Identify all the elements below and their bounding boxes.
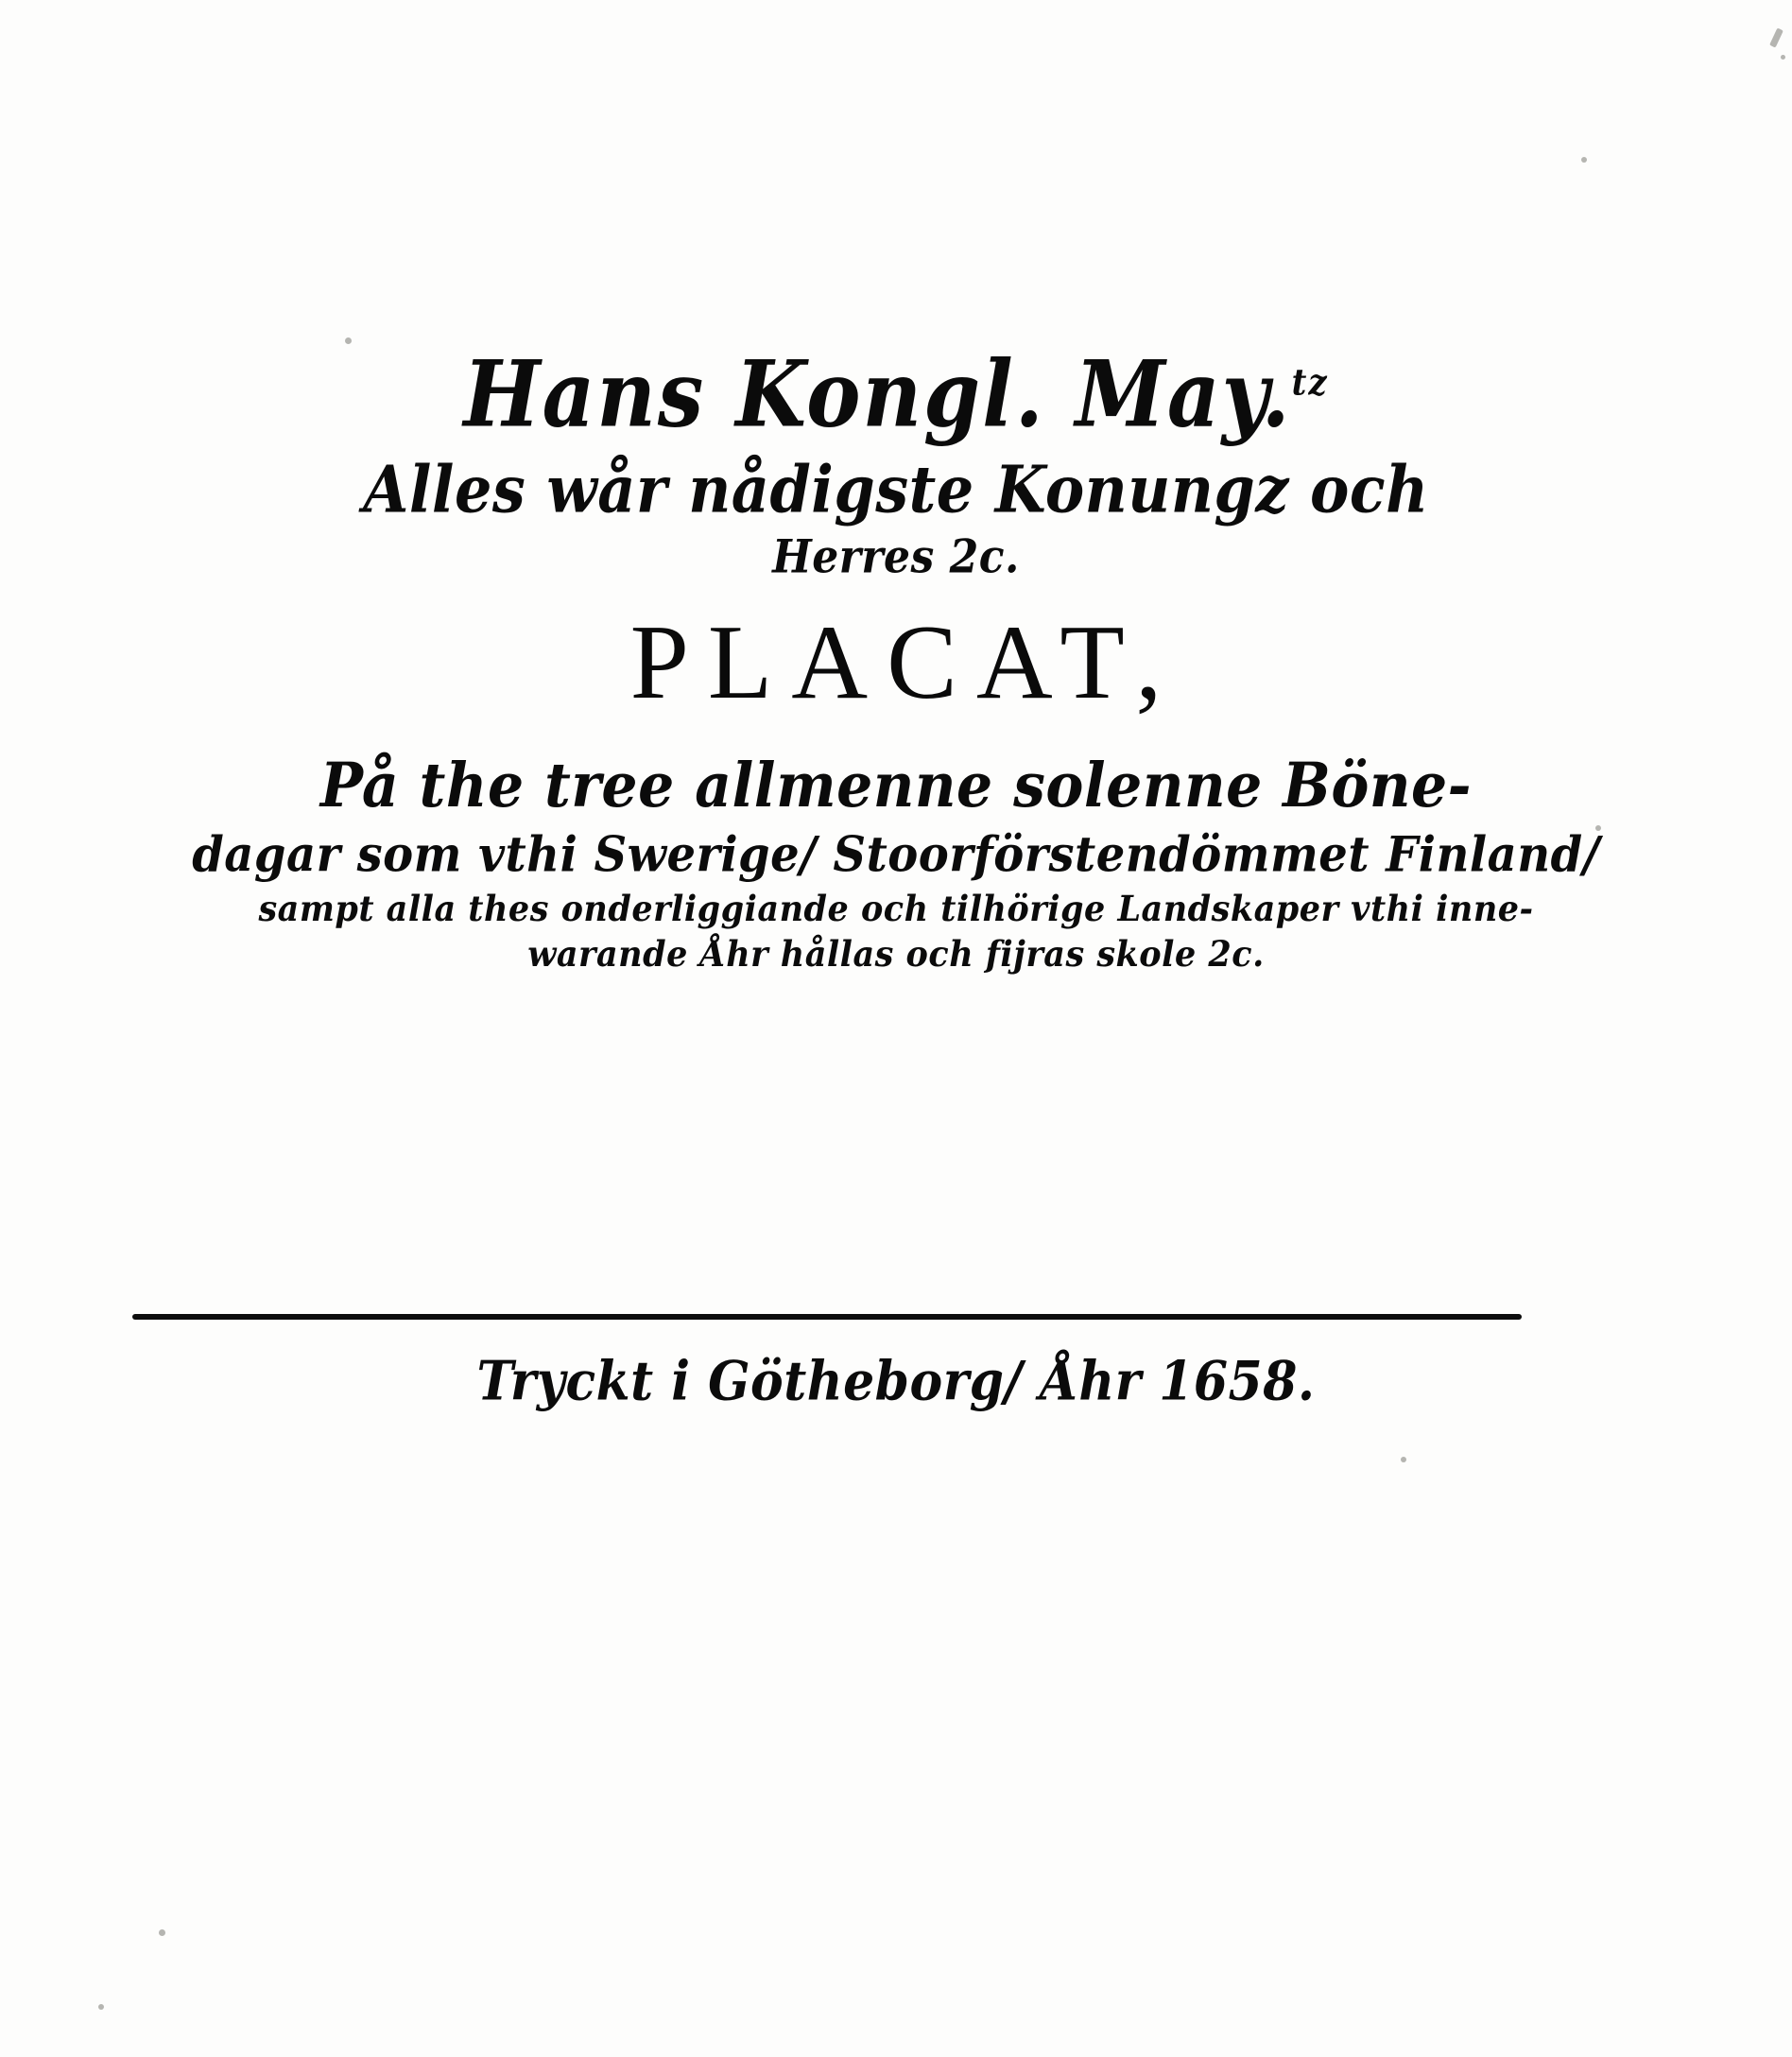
headline-placat: PLACAT,	[629, 604, 1181, 722]
scan-speck	[1769, 27, 1783, 47]
subtitle-line-1: På the tree allmenne solenne Böne-	[319, 751, 1473, 822]
scan-speck	[98, 2004, 104, 2010]
royal-majesty-text: Hans Kongl. May.	[463, 341, 1292, 449]
gracious-king-line: Alles wår nådigste Konungz och	[363, 451, 1429, 527]
herres-line: Herres 2c.	[772, 530, 1020, 584]
scan-speck	[1581, 157, 1587, 163]
scan-speck	[345, 337, 352, 344]
horizontal-rule	[132, 1314, 1522, 1320]
subtitle-line-4: warande Åhr hållas och fijras skole 2c.	[527, 934, 1265, 976]
royal-majesty-superscript: tz	[1291, 361, 1329, 405]
scan-speck	[159, 1929, 165, 1936]
subtitle-line-2: dagar som vthi Swerige/ Stoorförstendömmet Finland/	[192, 825, 1600, 884]
imprint-line: Tryckt i Götheborg/ Åhr 1658.	[476, 1349, 1316, 1413]
scan-speck	[1781, 55, 1785, 60]
royal-majesty-line	[0, 341, 1792, 449]
subtitle-line-3: sampt alla thes onderliggiande och tilhörige Landskaper vthi inne-	[258, 888, 1534, 930]
title-block	[0, 341, 1792, 976]
scan-speck	[1401, 1457, 1406, 1462]
